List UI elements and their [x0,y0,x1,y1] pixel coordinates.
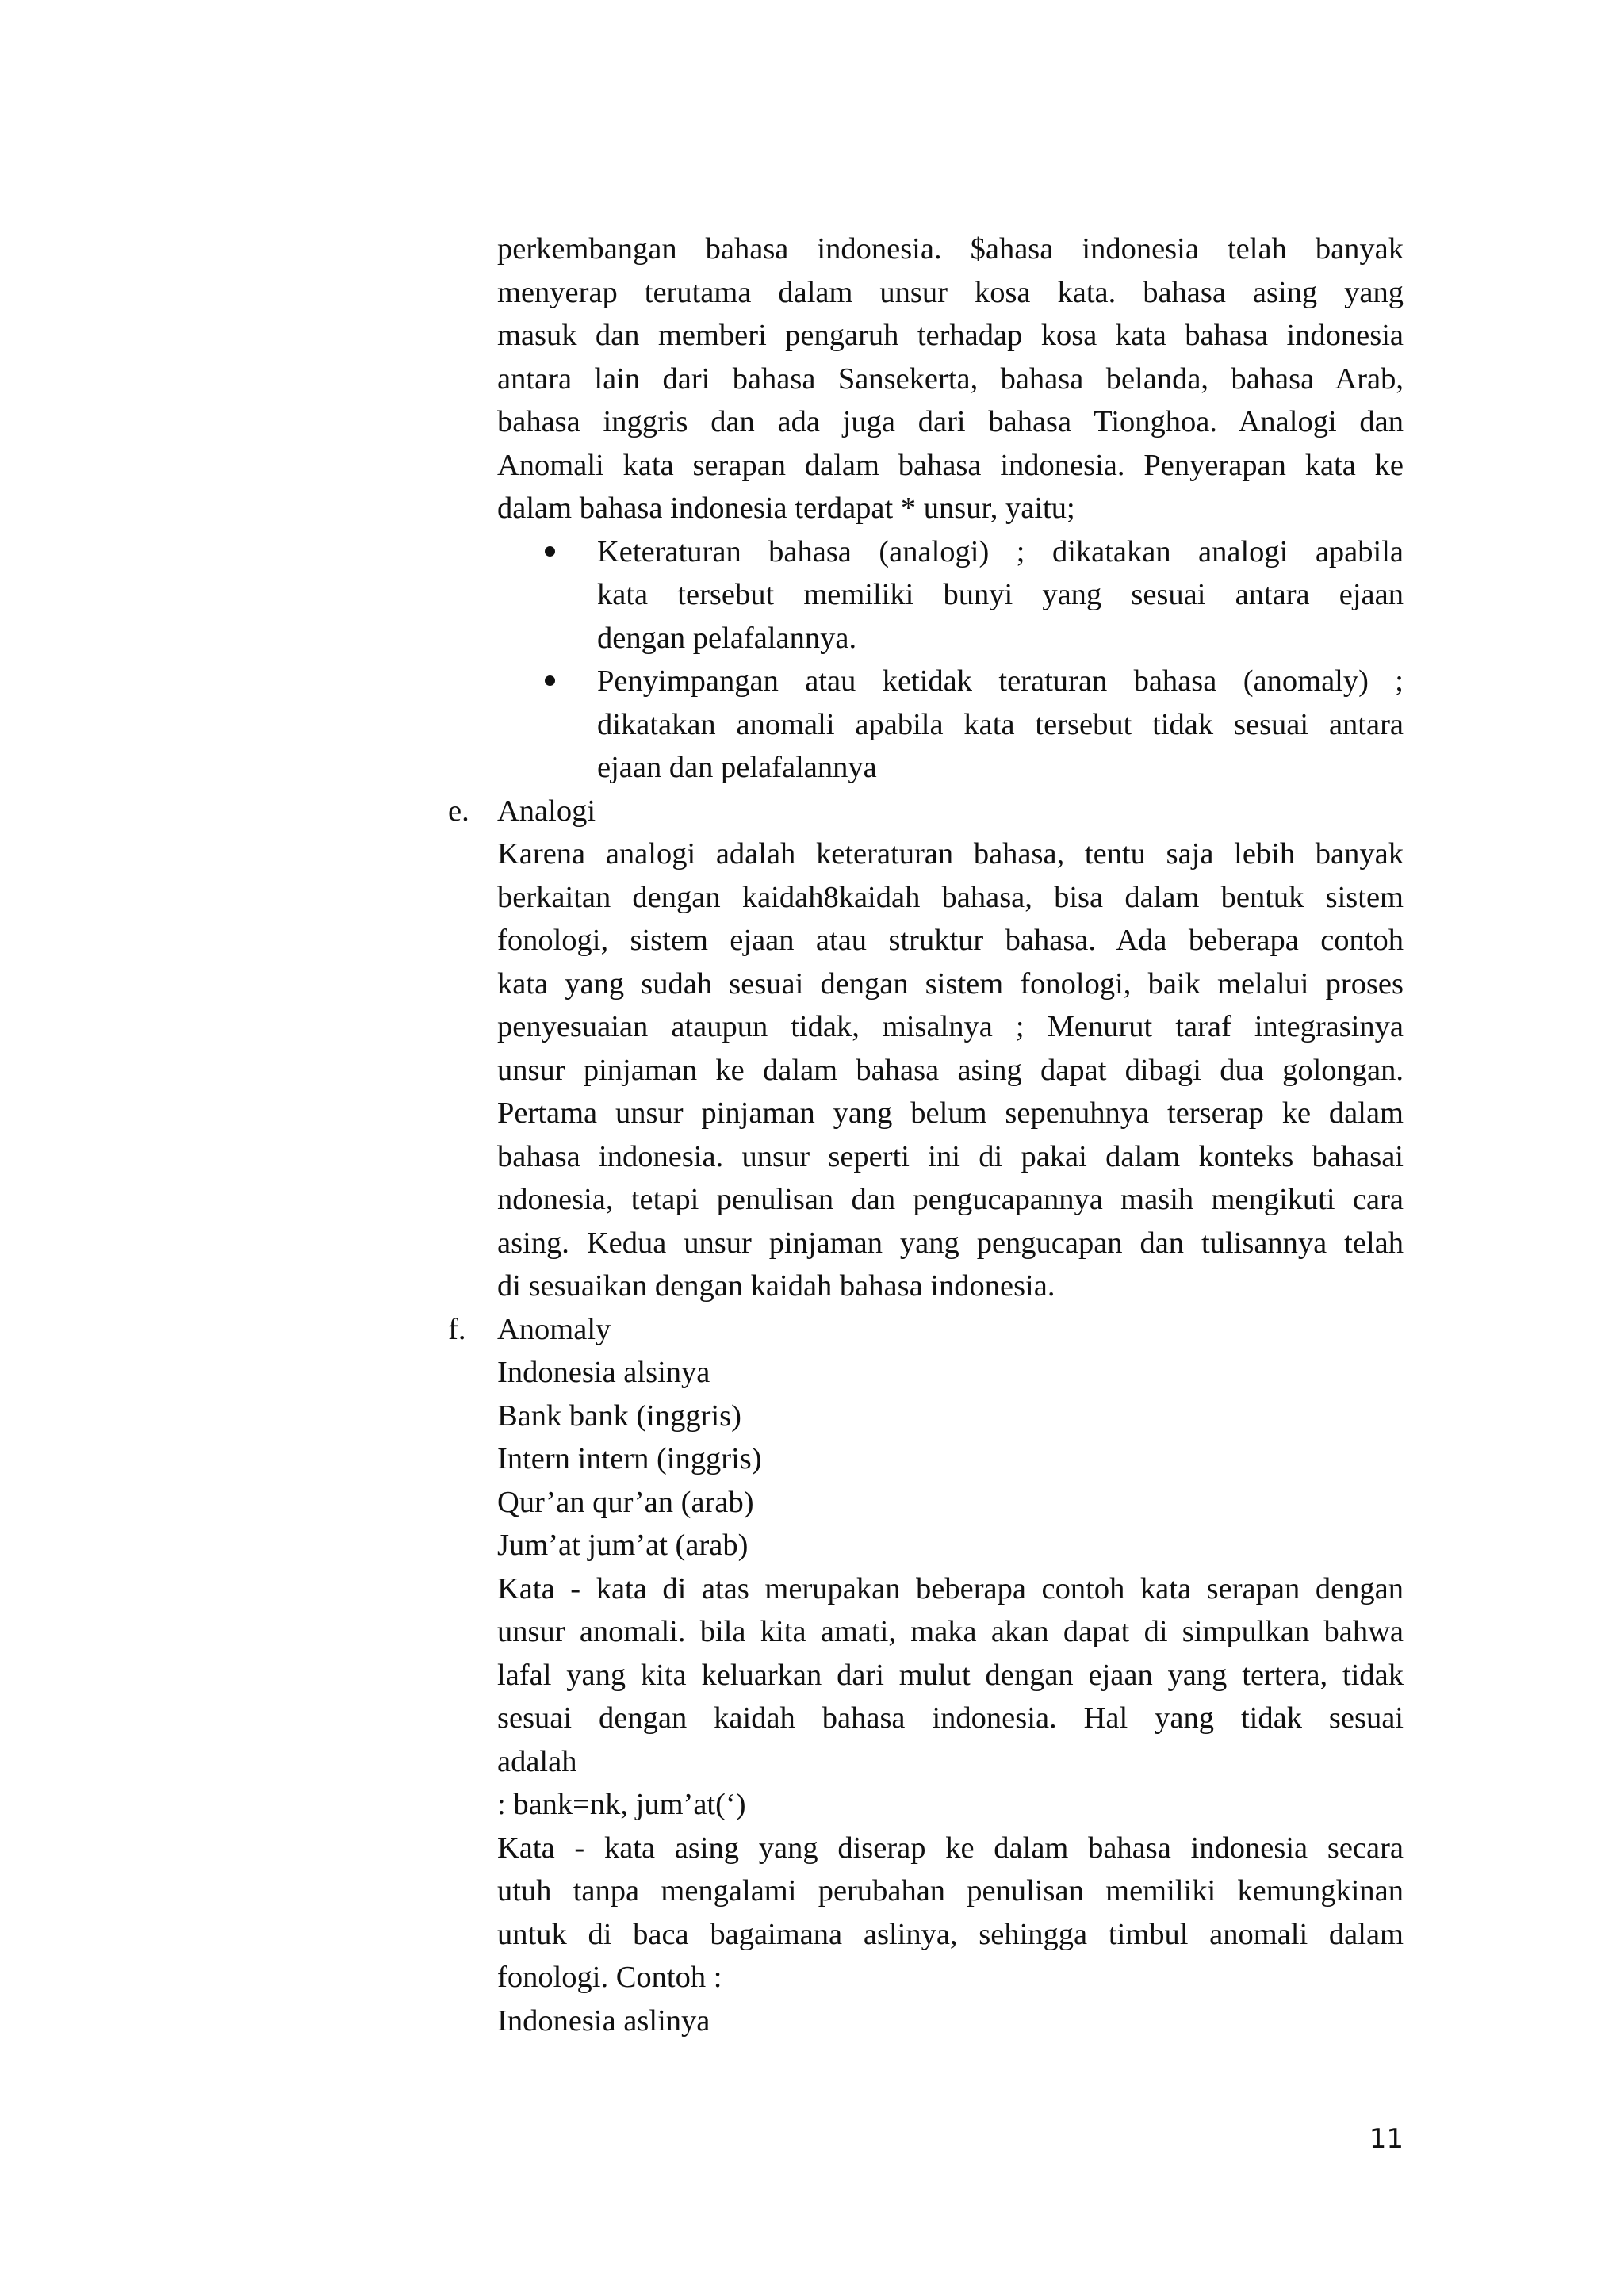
paragraph-line: di sesuaikan dengan kaidah bahasa indonesia. [497,1269,1055,1303]
paragraph-line: unsur anomali. bila kita amati, maka akan dapat di simpulkan bahwa [497,1615,1404,1648]
paragraph-line: perkembangan bahasa indonesia. $ahasa indonesia telah banyak [497,232,1404,266]
bullet-line: ejaan dan pelafalannya [597,751,877,784]
paragraph-line: Anomali kata serapan dalam bahasa indonesia. Penyerapan kata ke [497,448,1404,482]
paragraph-line: untuk di baca bagaimana aslinya, sehingga timbul anomali dalam [497,1917,1404,1951]
section-analogi [448,790,1404,1308]
paragraph-line: Kata - kata asing yang diserap ke dalam bahasa indonesia secara [497,1831,1404,1865]
example-line: Jum’at jum’at (arab) [497,1529,749,1562]
paragraph-line: dalam bahasa indonesia terdapat * unsur, yaitu; [497,492,1075,525]
paragraph-line: antara lain dari bahasa Sansekerta, bahasa belanda, bahasa Arab, [497,362,1404,396]
page-number: 11 [1369,2123,1404,2155]
bullet-line: dikatakan anomali apabila kata tersebut tidak sesuai antara [597,707,1404,741]
paragraph-line: Kata - kata di atas merupakan beberapa contoh kata serapan dengan [497,1571,1404,1605]
paragraph-line: penyesuaian ataupun tidak, misalnya ; Menurut taraf integrasinya [497,1010,1404,1043]
bullet-line: kata tersebut memiliki bunyi yang sesuai antara ejaan [597,578,1404,611]
bullet-line: dengan pelafalannya. [597,621,857,655]
paragraph-line: berkaitan dengan kaidah8kaidah bahasa, bisa dalam bentuk sistem [497,880,1404,914]
bullet-item [497,660,1404,790]
bullet-icon [545,546,555,557]
bullet-line: Penyimpangan atau ketidak teraturan bahasa (anomaly) ; [597,664,1404,698]
bullet-item [497,530,1404,660]
paragraph-line: kata yang sudah sesuai dengan sistem fonologi, baik melalui proses [497,966,1404,1001]
paragraph-line: asing. Kedua unsur pinjaman yang pengucapan dan tulisannya telah [497,1226,1404,1260]
example-line: Qur’an qur’an (arab) [497,1485,754,1519]
section-anomaly [448,1308,1404,2043]
example-line: Indonesia alsinya [497,1356,710,1389]
paragraph-line: adalah [497,1744,577,1778]
paragraph-line: fonologi. Contoh : [497,1961,722,1994]
paragraph-line: sesuai dengan kaidah bahasa indonesia. Hal yang tidak sesuai [497,1701,1404,1735]
bullet-icon [545,675,555,686]
section-marker: e. [448,794,469,828]
paragraph-line: unsur pinjaman ke dalam bahasa asing dapat dibagi dua golongan. [497,1053,1404,1087]
paragraph-line: bahasa inggris dan ada juga dari bahasa Tionghoa. Analogi dan [497,405,1404,438]
paragraph-line: ndonesia, tetapi penulisan dan pengucapannya masih mengikuti cara [497,1183,1404,1216]
example-line: Bank bank (inggris) [497,1399,741,1433]
section-heading: Anomaly [497,1312,611,1346]
example-line: Intern intern (inggris) [497,1442,762,1475]
paragraph-line: lafal yang kita keluarkan dari mulut dengan ejaan yang tertera, tidak [497,1658,1404,1692]
formula-line: : bank=nk, jum’at(‘) [497,1788,746,1821]
page-body [448,228,1404,2042]
bullet-line: Keteraturan bahasa (analogi) ; dikatakan analogi apabila [597,534,1404,568]
section-marker: f. [448,1312,466,1346]
section-heading: Analogi [497,794,596,828]
paragraph-line: Karena analogi adalah keteraturan bahasa, tentu saja lebih banyak [497,837,1404,871]
paragraph-line: masuk dan memberi pengaruh terhadap kosa kata bahasa indonesia [497,319,1404,352]
paragraph-line: Pertama unsur pinjaman yang belum sepenuhnya terserap ke dalam [497,1096,1404,1130]
intro-paragraph [497,228,1404,530]
paragraph-line: bahasa indonesia. unsur seperti ini di pakai dalam konteks bahasai [497,1139,1404,1173]
paragraph-line: menyerap terutama dalam unsur kosa kata. bahasa asing yang [497,275,1404,309]
paragraph-line: utuh tanpa mengalami perubahan penulisan memiliki kemungkinan [497,1874,1404,1908]
paragraph-line: fonologi, sistem ejaan atau struktur bahasa. Ada beberapa contoh [497,924,1404,957]
example-line: Indonesia aslinya [497,2003,710,2038]
